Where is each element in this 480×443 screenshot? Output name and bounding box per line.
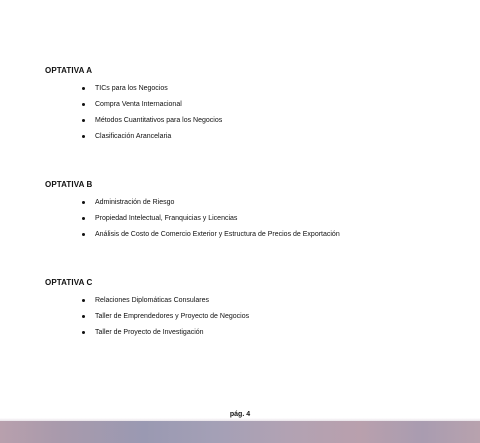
bullet-icon [82,233,85,236]
course-list-optativa-b [82,198,340,246]
bullet-icon [82,119,85,122]
bullet-icon [82,201,85,204]
bullet-icon [82,87,85,90]
list-item-text: Métodos Cuantitativos para los Negocios [95,117,223,124]
list-item-text: Administración de Riesgo [95,199,175,206]
list-item-text: Análisis de Costo de Comercio Exterior y Estructura de Precios de Exportación [95,231,340,238]
list-item [82,312,249,328]
list-item-text: Compra Venta Internacional [95,101,182,108]
bullet-icon [82,331,85,334]
list-item [82,84,222,100]
section-title-optativa-b: OPTATIVA B [45,180,93,189]
list-item [82,214,340,230]
section-title-optativa-c: OPTATIVA C [45,278,93,287]
section-title-optativa-a: OPTATIVA A [45,66,93,75]
course-list-optativa-c [82,296,249,344]
course-list-optativa-a [82,84,222,148]
page-number: pág. 4 [229,411,251,418]
list-item [82,132,222,148]
list-item [82,296,249,312]
bullet-icon [82,103,85,106]
bullet-icon [82,299,85,302]
list-item [82,328,249,344]
list-item-text: Clasificación Arancelaria [95,133,172,140]
list-item-text: TICs para los Negocios [95,85,168,92]
bullet-icon [82,315,85,318]
list-item-text: Relaciones Diplomáticas Consulares [95,297,209,304]
list-item [82,116,222,132]
bullet-icon [82,217,85,220]
list-item-text: Taller de Emprendedores y Proyecto de Negocios [95,313,250,320]
bullet-icon [82,135,85,138]
footer-band [0,421,480,443]
list-item [82,230,340,246]
list-item-text: Taller de Proyecto de Investigación [95,329,204,336]
list-item [82,198,340,214]
list-item-text: Propiedad Intelectual, Franquicias y Licencias [95,215,238,222]
list-item [82,100,222,116]
